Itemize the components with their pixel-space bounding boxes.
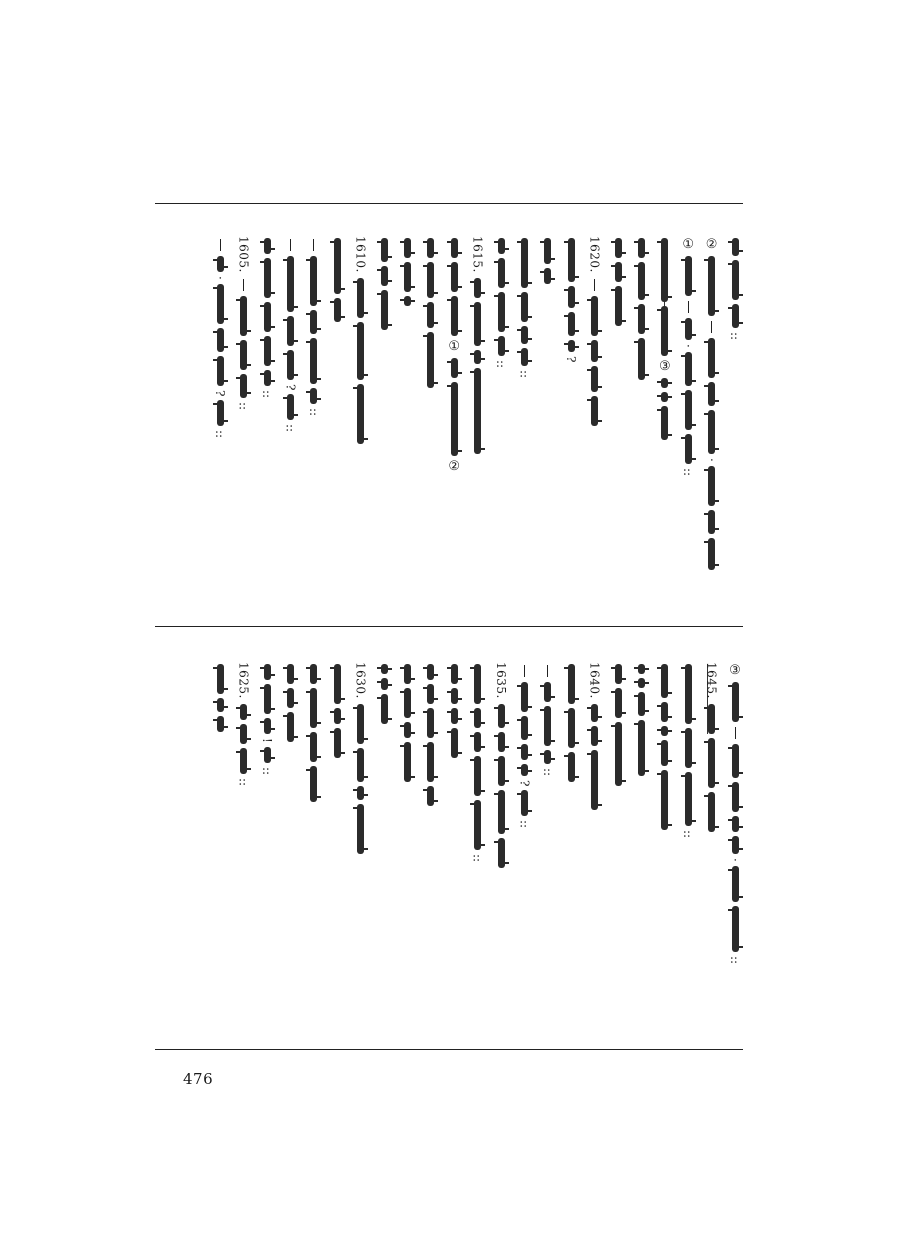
script-word (615, 664, 622, 684)
text-column-u1 (722, 236, 748, 342)
script-word (615, 286, 622, 326)
text-column-l16 (371, 662, 397, 726)
script-word (498, 756, 505, 786)
end-punctuation: :: (236, 401, 251, 410)
script-word (685, 772, 692, 826)
script-word (474, 350, 481, 364)
script-word (427, 332, 434, 388)
script-word (615, 238, 622, 258)
script-word (544, 750, 551, 764)
script-word (544, 268, 551, 284)
script-word (381, 678, 388, 690)
text-column-l3 (675, 662, 701, 840)
dot-punctuation: · (728, 858, 742, 862)
script-word (521, 682, 528, 712)
script-word (427, 262, 434, 298)
line-number: 1635. (494, 662, 508, 699)
script-word (264, 238, 271, 254)
script-word (591, 704, 598, 722)
script-word (661, 740, 668, 766)
script-word (568, 238, 575, 282)
script-word (427, 786, 434, 806)
end-punctuation: :: (494, 360, 508, 369)
text-column-l11 (488, 662, 514, 870)
end-punctuation: :: (517, 820, 532, 829)
script-word (498, 258, 505, 288)
text-column-u6 (605, 236, 631, 328)
script-word (638, 304, 645, 334)
script-word (498, 336, 505, 356)
question-mark: ? (213, 389, 228, 397)
text-column-u21 (254, 236, 280, 400)
script-word (498, 704, 505, 728)
script-word (264, 370, 271, 386)
script-word (217, 698, 224, 712)
script-word (287, 256, 294, 312)
line-number: 1645. (704, 662, 719, 699)
text-column-l10 (511, 662, 537, 831)
script-word (661, 726, 668, 736)
script-word (638, 262, 645, 300)
script-word (287, 316, 294, 346)
dot-punctuation: · (681, 344, 696, 348)
script-word (357, 384, 364, 444)
script-word (685, 728, 692, 768)
script-word (708, 410, 715, 454)
script-word (427, 742, 434, 782)
text-column-u11 (488, 236, 514, 370)
script-word (404, 296, 411, 306)
script-word (638, 678, 645, 688)
script-word (568, 664, 575, 704)
script-word (310, 688, 317, 728)
script-word (451, 382, 458, 456)
script-word (264, 718, 271, 734)
script-word (732, 866, 739, 902)
script-word (357, 704, 364, 744)
script-word (404, 238, 411, 258)
end-punctuation: :: (260, 766, 274, 775)
script-word (661, 378, 668, 388)
script-word (474, 708, 481, 728)
text-column-u16 (371, 236, 397, 332)
script-word (732, 682, 739, 722)
script-word (310, 338, 317, 384)
text-column-l23 (207, 662, 233, 734)
script-word (427, 664, 434, 680)
script-word (591, 396, 598, 426)
script-word (381, 290, 388, 330)
script-word (357, 278, 364, 318)
text-column-u23 (207, 236, 233, 440)
end-punctuation: :: (236, 777, 251, 786)
end-punctuation: :: (213, 430, 228, 439)
script-word (451, 728, 458, 758)
dash (313, 239, 314, 251)
script-word (451, 238, 458, 258)
script-word (521, 716, 528, 740)
end-punctuation: :: (470, 854, 485, 863)
text-column-u10 (511, 236, 537, 380)
script-word (521, 292, 528, 322)
dot-punctuation: · (213, 276, 228, 280)
script-word (427, 302, 434, 328)
script-word (240, 374, 247, 398)
text-column-u19 (301, 236, 327, 418)
end-punctuation: :: (517, 370, 532, 379)
script-word (591, 340, 598, 362)
script-word (732, 304, 739, 328)
text-column-u5 (628, 236, 654, 382)
script-word (661, 392, 668, 402)
script-word (708, 382, 715, 406)
script-word (310, 256, 317, 306)
script-word (708, 256, 715, 316)
script-word (310, 310, 317, 334)
text-column-l13 (441, 662, 467, 760)
script-word (708, 466, 715, 506)
script-word (287, 350, 294, 380)
text-column-l1 (722, 662, 748, 966)
script-word (521, 790, 528, 816)
script-word (638, 692, 645, 716)
text-column-l2 (699, 662, 725, 834)
script-word (334, 708, 341, 724)
script-word (568, 752, 575, 782)
script-word (521, 348, 528, 366)
script-word (638, 238, 645, 258)
script-word (264, 258, 271, 298)
script-word (474, 756, 481, 796)
text-column-l6 (605, 662, 631, 788)
script-word (404, 262, 411, 292)
line-number: 1605. (236, 236, 251, 273)
text-column-u13 (441, 236, 467, 476)
question-mark: ? (283, 384, 298, 391)
text-column-u2 (699, 236, 725, 572)
text-column-u20 (277, 236, 303, 435)
text-column-l18 (324, 662, 350, 760)
script-word (474, 664, 481, 704)
script-word (474, 732, 481, 752)
dash (243, 279, 244, 291)
script-word (568, 708, 575, 748)
script-word (334, 664, 341, 704)
bottom-rule (155, 1049, 743, 1050)
middle-rule (155, 626, 743, 627)
end-punctuation: :: (728, 332, 742, 341)
page-number: 476 (183, 1070, 214, 1088)
script-word (661, 306, 668, 356)
text-column-l12 (465, 662, 491, 864)
script-word (661, 406, 668, 440)
script-word (404, 664, 411, 684)
footnote-marker: ③ (729, 663, 741, 678)
script-word (685, 664, 692, 724)
text-column-l17 (348, 662, 374, 856)
script-word (240, 340, 247, 370)
script-word (264, 664, 271, 680)
script-word (591, 750, 598, 810)
text-column-u8 (558, 236, 584, 364)
script-word (217, 400, 224, 426)
script-word (404, 688, 411, 718)
script-word (521, 326, 528, 344)
script-word (661, 702, 668, 722)
script-word (521, 238, 528, 288)
script-word (451, 688, 458, 704)
script-word (615, 722, 622, 786)
script-word (451, 358, 458, 378)
script-word (708, 792, 715, 832)
question-mark: ? (517, 780, 532, 787)
script-word (310, 766, 317, 802)
dash (711, 321, 712, 333)
end-punctuation: :: (283, 424, 298, 433)
script-word (568, 312, 575, 336)
script-word (451, 708, 458, 724)
script-word (615, 688, 622, 718)
text-column-l7 (582, 662, 608, 812)
script-word (708, 338, 715, 378)
dash (594, 279, 595, 291)
script-word (404, 742, 411, 782)
end-punctuation: :: (681, 830, 696, 839)
script-word (544, 682, 551, 702)
end-punctuation: :: (681, 467, 696, 476)
text-column-l19 (301, 662, 327, 804)
dot-punctuation: · (704, 458, 719, 462)
footnote-marker: ③ (658, 359, 671, 374)
script-word (334, 298, 341, 322)
line-number: 1625. (236, 662, 251, 699)
dash (290, 239, 291, 251)
script-word (287, 394, 294, 420)
script-word (217, 716, 224, 732)
script-word (264, 302, 271, 332)
script-word (498, 732, 505, 752)
script-word (685, 256, 692, 296)
footnote-marker: ② (448, 459, 461, 474)
script-word (287, 712, 294, 742)
script-word (217, 328, 224, 352)
script-word (240, 296, 247, 336)
script-word (451, 296, 458, 336)
script-word (474, 302, 481, 346)
dash (688, 301, 689, 313)
script-word (217, 664, 224, 694)
footnote-marker: ① (448, 339, 461, 354)
text-column-u18 (324, 236, 350, 324)
end-punctuation: :: (540, 768, 555, 777)
line-number: 1640. (587, 662, 602, 699)
dash (547, 665, 548, 677)
line-number: 1610. (353, 236, 368, 273)
script-word (381, 694, 388, 724)
script-word (381, 664, 388, 674)
text-column-l21 (254, 662, 280, 777)
text-column-l20 (277, 662, 303, 744)
script-word (357, 748, 364, 782)
script-word (685, 352, 692, 386)
script-word (240, 724, 247, 744)
script-word (615, 262, 622, 282)
script-word (264, 336, 271, 366)
script-word (381, 238, 388, 262)
script-word (732, 238, 739, 256)
script-word (685, 434, 692, 464)
dash (220, 239, 221, 251)
text-column-u22 (231, 236, 257, 412)
script-word (357, 804, 364, 854)
script-word (310, 664, 317, 684)
script-word (474, 368, 481, 454)
script-word (732, 260, 739, 300)
script-word (357, 322, 364, 380)
script-word (591, 726, 598, 746)
script-word (685, 390, 692, 430)
script-word (217, 284, 224, 324)
script-word (661, 770, 668, 830)
text-column-l22 (231, 662, 257, 788)
script-word (638, 338, 645, 380)
footnote-marker: ② (705, 237, 718, 252)
script-word (498, 838, 505, 868)
script-word (381, 266, 388, 286)
script-word (568, 286, 575, 308)
script-word (334, 728, 341, 758)
text-column-l15 (394, 662, 420, 784)
script-word (287, 688, 294, 708)
script-word (310, 732, 317, 762)
script-word (287, 664, 294, 684)
end-punctuation: :: (728, 955, 742, 964)
script-word (661, 664, 668, 698)
text-column-u4 (652, 236, 678, 442)
script-word (568, 340, 575, 352)
script-word (732, 744, 739, 778)
text-column-l9 (535, 662, 561, 778)
text-column-l14 (418, 662, 444, 808)
script-word (732, 906, 739, 952)
script-word (474, 278, 481, 298)
question-mark: ? (564, 356, 579, 363)
script-word (240, 704, 247, 720)
script-word (498, 790, 505, 834)
script-word (334, 238, 341, 294)
script-word (544, 238, 551, 264)
exclamation-mark: ! (260, 738, 274, 743)
footnote-marker: ① (682, 237, 695, 252)
top-rule (155, 203, 743, 204)
dash (735, 727, 736, 739)
script-word (638, 720, 645, 776)
text-column-l8 (558, 662, 584, 784)
dash (524, 665, 525, 677)
script-word (498, 292, 505, 332)
text-column-u14 (418, 236, 444, 390)
text-column-u9 (535, 236, 561, 286)
script-word (591, 366, 598, 392)
script-word (451, 262, 458, 292)
text-column-l4 (652, 662, 678, 832)
line-number: 1630. (353, 662, 368, 699)
script-word (661, 238, 668, 302)
script-word (708, 538, 715, 570)
text-column-l5 (628, 662, 654, 778)
script-word (217, 256, 224, 272)
text-column-u7 (582, 236, 608, 428)
script-word (708, 510, 715, 534)
script-word (638, 664, 645, 674)
script-word (591, 296, 598, 336)
script-word (708, 704, 715, 734)
script-word (521, 744, 528, 760)
end-punctuation: :: (306, 408, 321, 417)
text-column-u3 (675, 236, 701, 478)
line-number: 1620. (587, 236, 602, 273)
script-word (264, 747, 271, 763)
script-word (264, 684, 271, 714)
text-column-u15 (394, 236, 420, 308)
script-word (357, 786, 364, 800)
script-word (708, 738, 715, 788)
script-word (474, 800, 481, 850)
script-word (427, 708, 434, 738)
script-word (240, 748, 247, 774)
text-column-u17 (348, 236, 374, 446)
script-word (498, 238, 505, 254)
script-word (732, 816, 739, 832)
text-column-u12 (465, 236, 491, 456)
script-word (685, 318, 692, 340)
script-word (310, 388, 317, 404)
script-word (217, 356, 224, 386)
script-word (521, 764, 528, 776)
script-word (544, 706, 551, 746)
script-word (427, 238, 434, 258)
script-word (427, 684, 434, 704)
line-number: 1615. (470, 236, 485, 273)
script-word (404, 722, 411, 738)
script-word (732, 836, 739, 854)
script-word (451, 664, 458, 684)
script-word (732, 782, 739, 812)
end-punctuation: :: (260, 390, 274, 399)
